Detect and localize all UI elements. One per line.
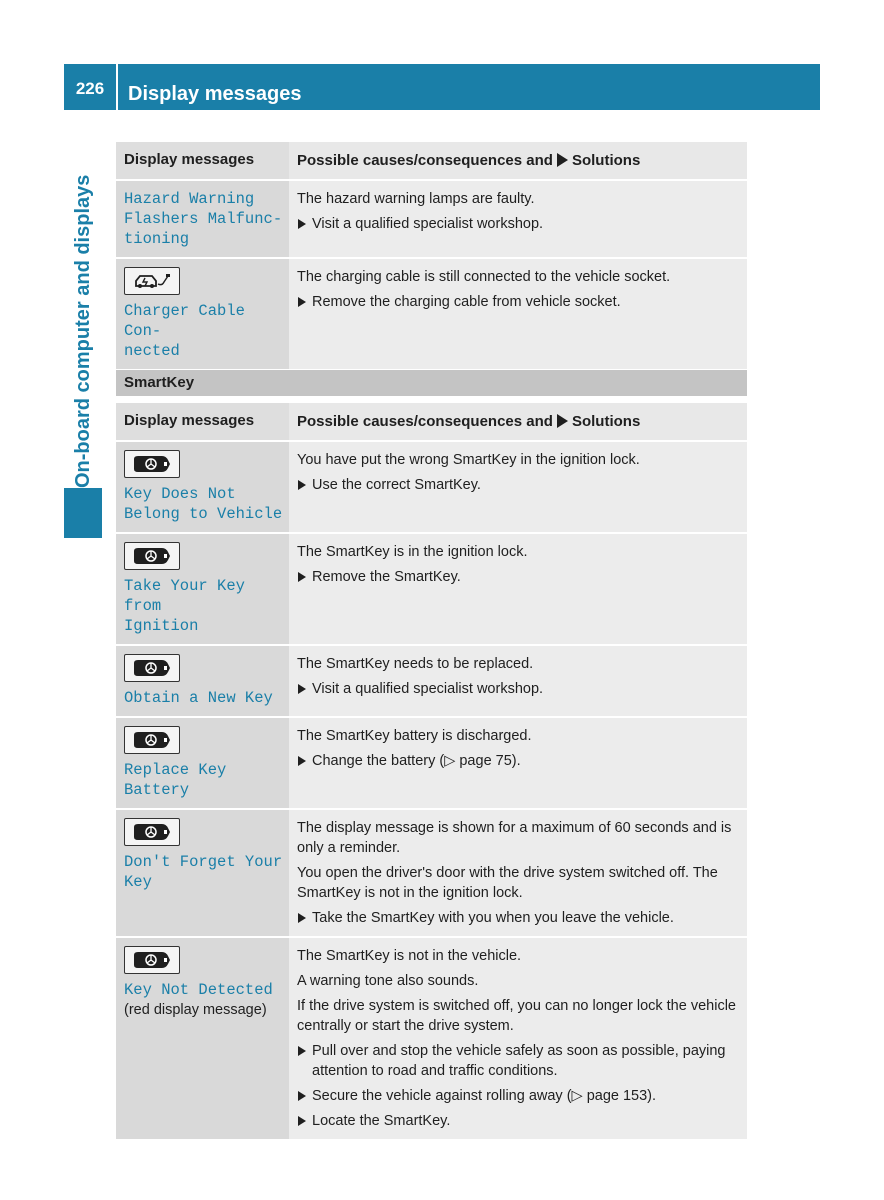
causes-solutions-cell [289,181,747,257]
display-message-text: Hazard Warning Flashers Malfunc- tioning [124,190,283,248]
display-message-text: Take Your Key from Ignition [124,577,245,635]
smartkey-messages-table [116,403,747,1139]
cause-text: The charging cable is still connected to the vehicle socket. [297,269,671,285]
table-row [116,181,747,259]
display-message-cell [116,181,289,257]
solution-step [297,475,741,495]
causes-solutions-cell [289,259,747,369]
step-arrow-icon [298,913,306,923]
header-divider [116,64,118,110]
solution-step [297,751,741,771]
table-row [116,718,747,810]
cause-text: You have put the wrong SmartKey in the ignition lock. [297,452,640,468]
solution-step-text: Take the SmartKey with you when you leave the vehicle. [312,910,674,926]
display-message-text: Key Does Not Belong to Vehicle [124,485,283,523]
step-arrow-icon [298,1091,306,1101]
display-message-cell [116,259,289,369]
step-arrow-icon [298,297,306,307]
solution-step-text: Use the correct SmartKey. [312,477,481,493]
causes-solutions-cell [289,718,747,808]
table-row [116,534,747,646]
causes-solutions-cell [289,442,747,532]
cause-text: The SmartKey is in the ignition lock. [297,544,528,560]
causes-solutions-cell [289,646,747,716]
cause-text: The SmartKey is not in the vehicle. [297,948,522,964]
section-title-smartkey: SmartKey [116,370,747,396]
column-header-causes [289,403,747,440]
column-header-display-messages: Display messages [116,403,289,440]
solution-step [297,908,741,928]
column-header-causes-text: Possible causes/consequences and [297,413,553,430]
table-row [116,442,747,534]
chapter-label: On-board computer and displays [72,174,94,488]
solution-arrow-icon [557,153,568,167]
display-message-text: Obtain a New Key [124,689,273,707]
solution-step-text: Remove the charging cable from vehicle socket. [312,294,621,310]
table-row [116,810,747,938]
cause-text: You open the driver's door with the drive system switched off. The SmartKey is not in the ignition lock. [297,865,718,901]
smartkey-icon [124,818,180,846]
display-message-cell [116,810,289,936]
solution-step [297,1086,741,1106]
display-message-text: Key Not Detected [124,981,273,999]
step-arrow-icon [298,1116,306,1126]
cause-text: A warning tone also sounds. [297,973,479,989]
step-arrow-icon [298,219,306,229]
page-header [64,64,820,110]
display-message-cell [116,442,289,532]
display-message-note: (red display message) [124,1002,267,1018]
column-header-causes-text: Possible causes/consequences and [297,152,553,169]
column-header-causes [289,142,747,179]
step-arrow-icon [298,480,306,490]
table-row [116,646,747,718]
display-message-cell [116,938,289,1139]
solution-step [297,1111,741,1131]
display-message-cell [116,718,289,808]
table-row [116,938,747,1139]
smartkey-icon [124,450,180,478]
cause-text: The display message is shown for a maximum of 60 seconds and is only a reminder. [297,820,732,856]
cause-text: If the drive system is switched off, you can no longer lock the vehicle centrally or start the drive system. [297,998,736,1034]
solution-step [297,567,741,587]
column-header-solutions-text: Solutions [571,413,641,430]
solution-step-text: Visit a qualified specialist workshop. [312,216,544,232]
display-message-text: Replace Key Battery [124,761,227,799]
column-header-solutions-text: Solutions [571,152,641,169]
table-row [116,259,747,369]
solution-step-text: Locate the SmartKey. [312,1113,451,1129]
solution-step [297,292,741,312]
solution-step [297,1041,741,1081]
solution-step-text: Secure the vehicle against rolling away (▷ page 153). [312,1088,657,1104]
causes-solutions-cell [289,534,747,644]
smartkey-icon [124,726,180,754]
table-header-row [116,142,747,181]
table-header-row [116,403,747,442]
cause-text: The SmartKey battery is discharged. [297,728,532,744]
display-message-cell [116,646,289,716]
step-arrow-icon [298,1046,306,1056]
solution-step-text: Change the battery (▷ page 75). [312,753,521,769]
display-message-text: Don't Forget Your Key [124,853,283,891]
smartkey-icon [124,654,180,682]
page-title: Display messages [128,83,302,105]
solution-step-text: Pull over and stop the vehicle safely as soon as possible, paying attention to road and traffic conditions. [312,1043,726,1079]
cause-text: The SmartKey needs to be replaced. [297,656,534,672]
solution-arrow-icon [557,414,568,428]
smartkey-icon [124,946,180,974]
solution-step [297,214,741,234]
column-header-display-messages: Display messages [116,142,289,179]
smartkey-icon [124,542,180,570]
solution-step [297,679,741,699]
solution-step-text: Remove the SmartKey. [312,569,461,585]
display-message-text: Charger Cable Con- nected [124,302,245,360]
causes-solutions-cell [289,810,747,936]
step-arrow-icon [298,756,306,766]
step-arrow-icon [298,572,306,582]
page-number: 226 [75,79,105,98]
step-arrow-icon [298,684,306,694]
cause-text: The hazard warning lamps are faulty. [297,191,535,207]
display-message-cell [116,534,289,644]
display-messages-table [116,142,747,369]
solution-step-text: Visit a qualified specialist workshop. [312,681,544,697]
causes-solutions-cell [289,938,747,1139]
charging-cable-icon [124,267,180,295]
